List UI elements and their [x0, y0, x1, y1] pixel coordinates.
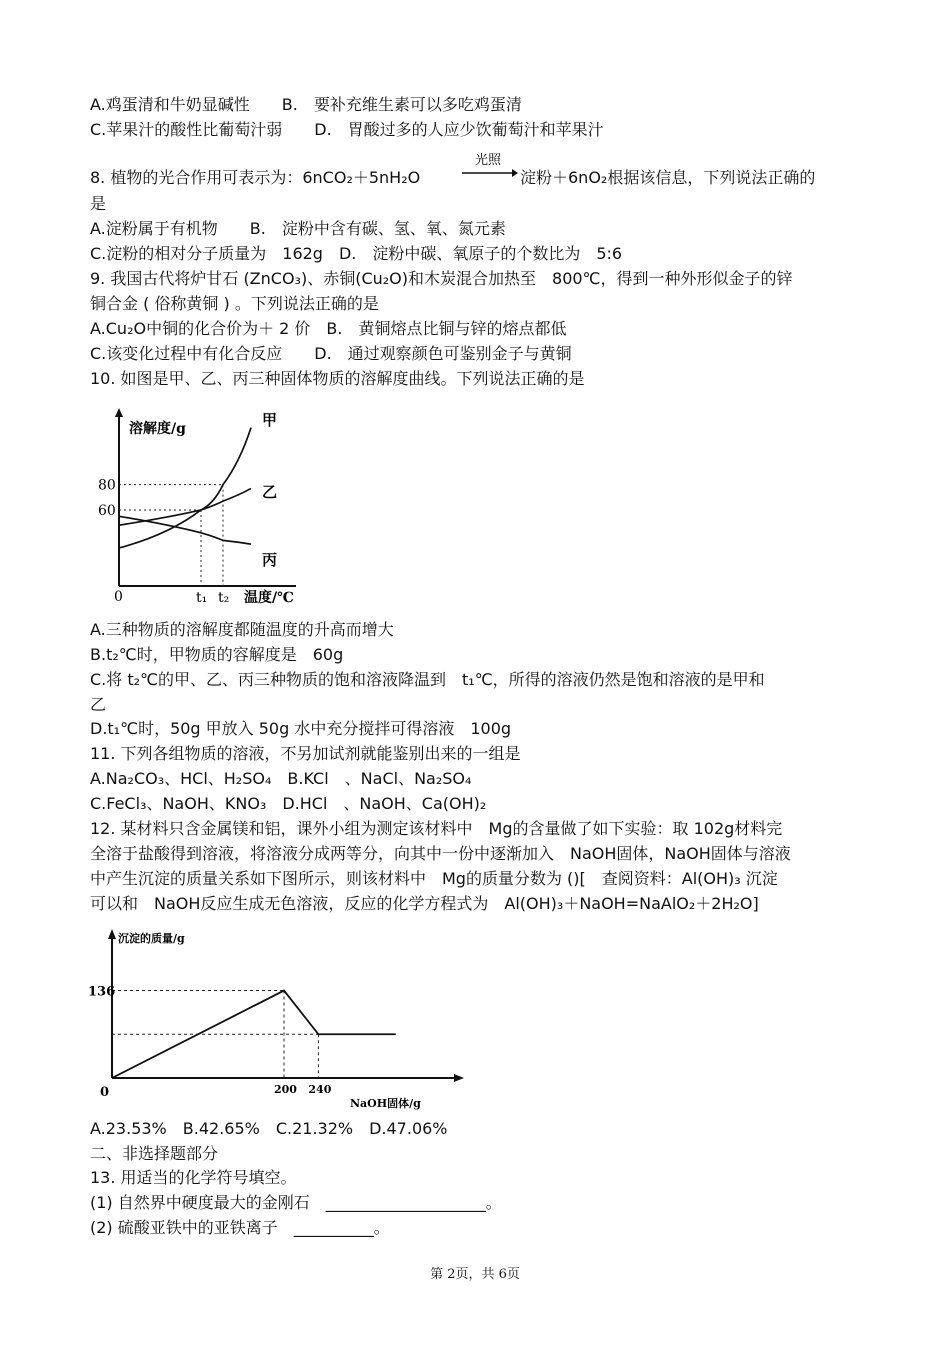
chart1-ylabel: 溶解度/g — [129, 421, 186, 437]
chart1-ytick: 60 — [98, 502, 116, 519]
text-line: 10. 如图是甲、乙、丙三种固体物质的溶解度曲线。下列说法正确的是 — [90, 369, 585, 388]
text-line: 12. 某材料只含金属镁和铝，课外小组为测定该材料中 Mg的含量做了如下实验：取 102g材料完 — [90, 819, 783, 838]
text-line: A.三种物质的溶解度都随温度的升高而增大 — [90, 620, 394, 639]
chart1-series-label: 乙 — [262, 483, 278, 501]
precipitate-chart — [88, 925, 468, 1115]
arrow-condition-label: 光照 — [474, 153, 502, 168]
chart2-x-arrow — [454, 1074, 464, 1082]
chart1-xtick: 0 — [114, 589, 123, 605]
text-line: 乙 — [90, 695, 107, 714]
page-footer: 第 2页，共 6页 — [430, 1267, 520, 1282]
chart1-y-arrow — [115, 408, 123, 417]
text-line: C.淀粉的相对分子质量为 162g D. 淀粉中碳、氧原子的个数比为 5:6 — [90, 244, 623, 263]
chart2-ytick: 136 — [88, 984, 116, 1000]
chart2-ylabel: 沉淀的质量/g — [118, 932, 185, 945]
text-line: 全溶于盐酸得到溶液，将溶液分成两等分，向其中一份中逐渐加入 NaOH固体，NaOH固体与溶液 — [90, 844, 791, 863]
chart1-xtick: t₂ — [218, 590, 230, 606]
text-line: B.t₂℃时，甲物质的容解度是 60g — [90, 645, 344, 664]
text-line: A.Cu₂O中铜的化合价为＋ 2 价 B. 黄铜熔点比铜与锌的熔点都低 — [90, 319, 567, 338]
text-line: 铜合金 ( 俗称黄铜 ) 。下列说法正确的是 — [90, 294, 379, 313]
chart1-xtick: t₁ — [196, 590, 208, 606]
chart2-y-arrow — [108, 929, 116, 939]
chart2-xtick: 0 — [100, 1085, 110, 1100]
text-line: C.苹果汁的酸性比葡萄汁弱 D. 胃酸过多的人应少饮葡萄汁和苹果汁 — [90, 120, 604, 139]
text-line: (1) 自然界中硬度最大的金刚石 ____________________。 — [90, 1193, 502, 1212]
text-line: 淀粉＋6nO₂根据该信息，下列说法正确的 — [520, 168, 816, 187]
text-line: 9. 我国古代将炉甘石 (ZnCO₃)、赤铜(Cu₂O)和木炭混合加热至 800℃，得到一种外形似金子的锌 — [90, 269, 793, 288]
text-line: D.t₁℃时，50g 甲放入 50g 水中充分搅拌可得溶液 100g — [90, 719, 512, 738]
chart2-xtick: 240 — [308, 1083, 332, 1096]
text-line: 11. 下列各组物质的溶液，不另加试剂就能鉴别出来的一组是 — [90, 744, 521, 763]
chart1-series-label: 丙 — [262, 551, 278, 569]
text-line: A.Na₂CO₃、HCl、H₂SO₄ B.KCl 、NaCl、Na₂SO₄ — [90, 769, 472, 788]
text-line: C.将 t₂℃的甲、乙、丙三种物质的饱和溶液降温到 t₁℃，所得的溶液仍然是饱和溶液的是甲和 — [90, 670, 765, 689]
chart1-series-line-1 — [119, 428, 251, 548]
chart2-xtick: 200 — [274, 1083, 297, 1096]
text-line: 13. 用适当的化学符号填空。 — [90, 1168, 297, 1187]
text-line: 8. 植物的光合作用可表示为：6nCO₂＋5nH₂O — [90, 168, 421, 187]
chart1-series-label: 甲 — [262, 411, 278, 429]
text-line: A.鸡蛋清和牛奶显碱性 B. 要补充维生素可以多吃鸡蛋清 — [90, 95, 522, 114]
chart2-xlabel: NaOH固体/g — [350, 1097, 421, 1110]
text-line: C.该变化过程中有化合反应 D. 通过观察颜色可鉴别金子与黄铜 — [90, 344, 572, 363]
text-line: (2) 硫酸亚铁中的亚铁离子 __________。 — [90, 1218, 390, 1237]
solubility-chart — [96, 405, 316, 610]
reaction-arrow — [458, 150, 518, 184]
text-line: 中产生沉淀的质量关系如下图所示，则该材料中 Mg的质量分数为 ()[ 查阅资料：Al(OH)₃ 沉淀 — [90, 869, 778, 888]
text-line: 是 — [90, 194, 107, 213]
text-line: A.淀粉属于有机物 B. 淀粉中含有碳、氢、氧、氮元素 — [90, 219, 506, 238]
chart1-ytick: 80 — [98, 477, 116, 494]
text-line: 可以和 NaOH反应生成无色溶液，反应的化学方程式为 Al(OH)₃＋NaOH=NaAlO₂＋2H₂O] — [90, 894, 759, 913]
text-line: 二、非选择题部分 — [90, 1144, 219, 1163]
chart1-xlabel: 温度/℃ — [244, 590, 294, 606]
text-line: C.FeCl₃、NaOH、KNO₃ D.HCl 、NaOH、Ca(OH)₂ — [90, 794, 487, 813]
text-line: A.23.53% B.42.65% C.21.32% D.47.06% — [90, 1119, 448, 1138]
